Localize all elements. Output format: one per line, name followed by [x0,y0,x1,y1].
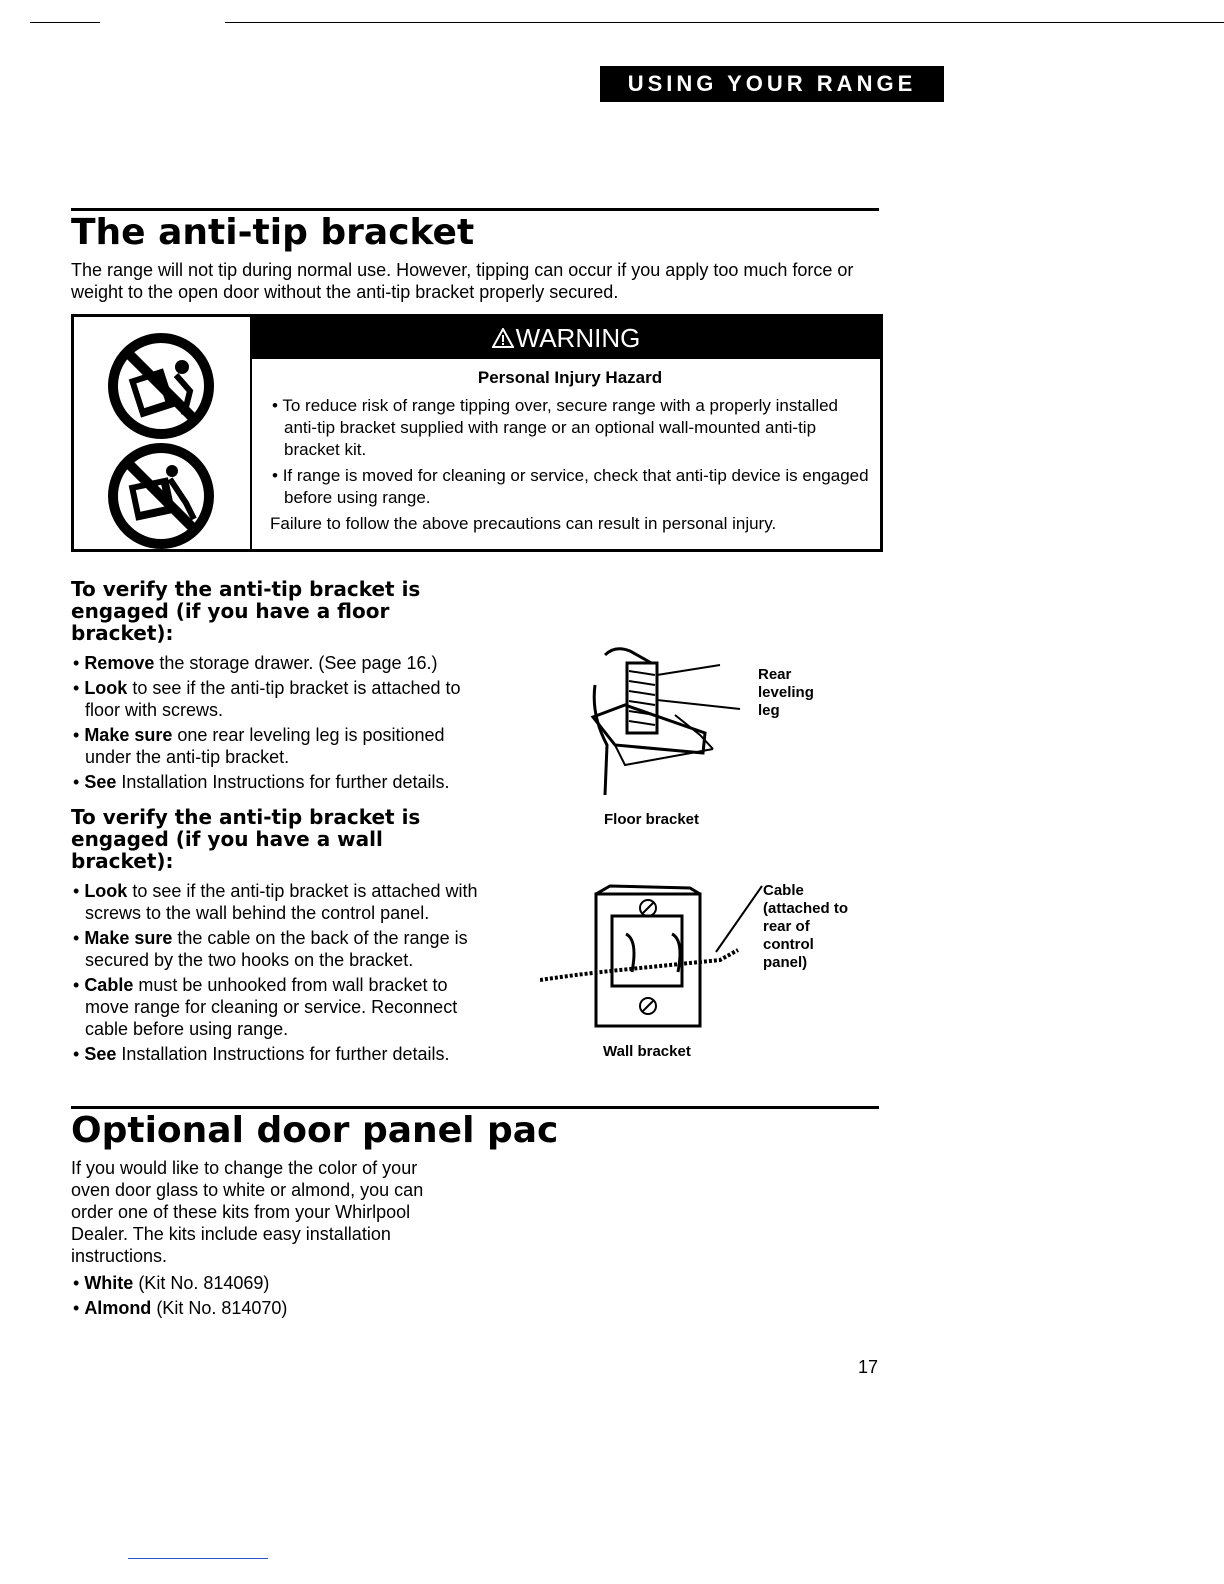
door-panel-list [71,1272,491,1322]
anti-tip-title: The anti-tip bracket [71,212,475,253]
warning-triangle-icon [492,328,514,348]
no-tipping-icon [106,331,216,441]
item-lead: Look [84,678,128,698]
wall-cable-label: Cable (attached to rear of control panel) [763,882,849,971]
item-text: to see if the anti-tip bracket is attached to floor with screws. [85,678,461,720]
no-tipping-icon-2 [106,441,216,551]
item-text: one rear leveling leg is positioned under the anti-tip bracket. [85,725,445,767]
item-lead: Remove [84,653,155,673]
warning-content [270,367,870,535]
list-item: • White (Kit No. 814069) [73,1273,270,1293]
item-lead: Almond [84,1298,152,1318]
warning-hazard: Personal Injury Hazard [477,368,663,387]
item-text: the storage drawer. (See page 16.) [154,653,438,673]
door-panel-title: Optional door panel pac [71,1110,559,1151]
top-rule-long [225,22,1224,23]
wall-bracket-caption: Wall bracket [603,1043,691,1060]
warning-bullet: • If range is moved for cleaning or service, check that anti-tip device is engaged before using range. [272,466,869,507]
list-item: • Cable must be unhooked from wall bracket to move range for cleaning or service. Reconnect cable before using range. [73,975,458,1039]
floor-section-heading: To verify the anti-tip bracket is engaged (if you have a floor bracket): [71,577,421,645]
door-panel-intro: If you would like to change the color of your oven door glass to white or almond, you can order one of these kits from your Whirlpool Dealer. The kits include easy installation instructions. [71,1158,424,1266]
item-text: (Kit No. 814070) [151,1298,288,1318]
wall-section-heading: To verify the anti-tip bracket is engaged (if you have a wall bracket): [71,805,421,873]
item-lead: Cable [84,975,134,995]
anti-tip-intro: The range will not tip during normal use. However, tipping can occur if you apply too much force or weight to the open door without the anti-tip bracket properly secured. [71,260,854,302]
warning-bullet-text: If range is moved for cleaning or service, check that anti-tip device is engaged before using range. [282,466,869,507]
warning-header [252,317,880,359]
item-lead: See [84,772,117,792]
item-text: the cable on the back of the range is secured by the two hooks on the bracket. [85,928,468,970]
section-tag: USING YOUR RANGE [600,66,944,102]
bottom-scan-line [128,1558,268,1559]
page-number: 17 [858,1357,879,1377]
warning-box [71,314,883,552]
item-text: (Kit No. 814069) [133,1273,270,1293]
list-item: • Almond (Kit No. 814070) [73,1298,288,1318]
list-item: • Look to see if the anti-tip bracket is attached to floor with screws. [73,678,461,720]
list-item: • See Installation Instructions for further details. [73,1044,450,1064]
section-rule-door-panel [71,1106,879,1109]
item-text: Installation Instructions for further details. [116,1044,450,1064]
wall-bracket-illustration [540,880,770,1030]
list-item: • See Installation Instructions for further details. [73,772,450,792]
section-rule-anti-tip [71,208,879,211]
item-text: must be unhooked from wall bracket to move range for cleaning or service. Reconnect cable before using range. [85,975,458,1039]
item-text: to see if the anti-tip bracket is attached with screws to the wall behind the control panel. [85,881,478,923]
list-item: • Remove the storage drawer. (See page 16.) [73,653,438,673]
warning-bullet: • To reduce risk of range tipping over, secure range with a properly installed anti-tip bracket supplied with range or an optional wall-mounted anti-tip bracket kit. [272,396,839,459]
wall-section-list [71,880,491,1068]
top-rule-short [30,22,100,23]
item-lead: White [84,1273,134,1293]
floor-leg-label: Rear leveling leg [758,666,814,719]
list-item: • Make sure one rear leveling leg is positioned under the anti-tip bracket. [73,725,445,767]
item-text: Installation Instructions for further details. [116,772,450,792]
warning-header-label: WARNING [515,322,641,353]
warning-bullet-text: To reduce risk of range tipping over, secure range with a properly installed anti-tip bracket supplied with range or an optional wall-mounted anti-tip bracket kit. [282,396,839,459]
list-item: • Make sure the cable on the back of the range is secured by the two hooks on the bracket. [73,928,468,970]
warning-footer: Failure to follow the above precautions can result in personal injury. [270,514,777,533]
warning-icons [74,317,252,549]
item-lead: Look [84,881,128,901]
floor-section-list [71,652,491,796]
item-lead: Make sure [84,725,173,745]
floor-bracket-illustration [585,645,765,805]
floor-bracket-caption: Floor bracket [604,811,700,828]
list-item: • Look to see if the anti-tip bracket is attached with screws to the wall behind the control panel. [73,881,478,923]
item-lead: See [84,1044,117,1064]
item-lead: Make sure [84,928,173,948]
